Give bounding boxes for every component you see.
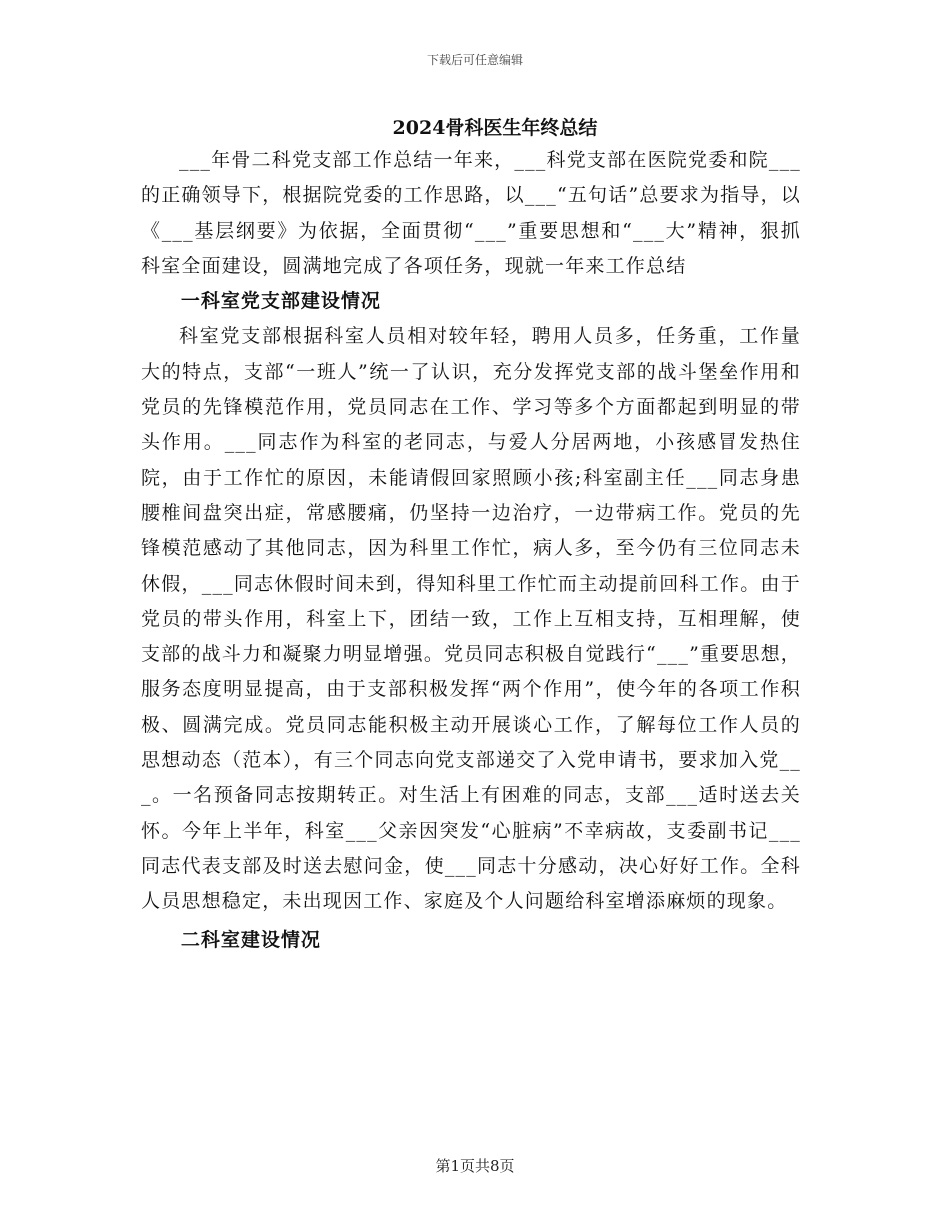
document-title: 2024骨科医生年终总结: [392, 117, 598, 139]
section-2-heading: 二科室建设情况: [180, 928, 321, 951]
section-1-heading: 一科室党支部建设情况: [180, 290, 381, 313]
page-footer-number: 第1页共8页: [435, 1157, 515, 1175]
intro-paragraph: ___年骨二科党支部工作总结一年来，___科党支部在医院党委和院___的正确领导下，根据院党委的工作思路，以___“五句话”总要求为指导，以《___基层纲要》为依据，全面贯彻“___”重要思想和“___大”精神，狠抓科室全面建设，圆满地完成了各项任务，现就一年来工作总结: [141, 149, 801, 277]
document-body: [141, 143, 801, 958]
section-1-paragraph: 科室党支部根据科室人员相对较年轻，聘用人员多，任务重，工作量大的特点，支部“一班人”统一了认识，充分发挥党支部的战斗堡垒作用和党员的先锋模范作用，党员同志在工作、学习等多个方面都起到明显的带头作用。___同志作为科室的老同志，与爱人分居两地，小孩感冒发热住院，由于工作忙的原因，未能请假回家照顾小孩;科室副主任___同志身患腰椎间盘突出症，常感腰痛，仍坚持一边治疗，一边带病工作。党员的先锋模范感动了其他同志，因为科里工作忙，病人多，至今仍有三位同志未休假，___同志休假时间未到，得知科里工作忙而主动提前回科工作。由于党员的带头作用，科室上下，团结一致，工作上互相支持，互相理解，使支部的战斗力和凝聚力明显增强。党员同志积极自觉践行“___”重要思想，服务态度明显提高，由于支部积极发挥“两个作用”，使今年的各项工作积极、圆满完成。党员同志能积极主动开展谈心工作，了解每位工作人员的思想动态（范本），有三个同志向党支部递交了入党申请书，要求加入党___。一名预备同志按期转正。对生活上有困难的同志，支部___适时送去关怀。今年上半年，科室___父亲因突发“心脏病”不幸病故，支委副书记___同志代表支部及时送去慰问金，使___同志十分感动，决心好好工作。全科人员思想稳定，未出现因工作、家庭及个人问题给科室增添麻烦的现象。: [141, 325, 801, 913]
page-header-note: 下载后可任意编辑: [426, 53, 523, 67]
